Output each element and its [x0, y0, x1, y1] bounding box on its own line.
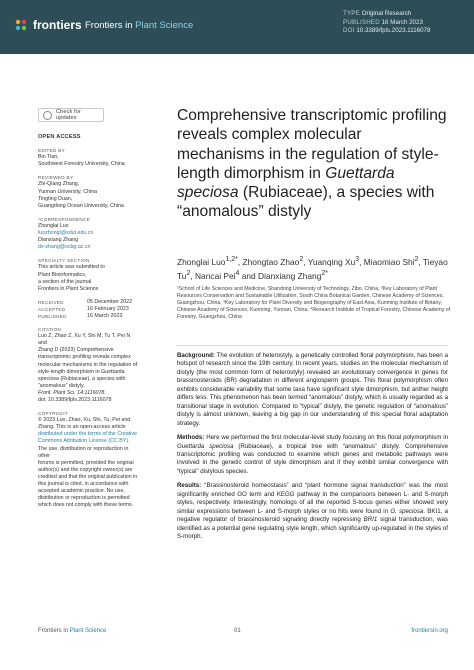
citation-label: CITATION [38, 327, 62, 333]
author-4[interactable]: , Miaomiao Shi [359, 256, 415, 267]
dates-block [38, 299, 138, 320]
citation-0: Luo Z, Zhao Z, Xu Y, Shi M, Tu T, Pei N and [38, 333, 131, 347]
meta-doi-val[interactable]: 10.3389/fpls.2023.1116078 [356, 27, 431, 35]
abstract [177, 352, 448, 548]
reviewed-by-3: Guangdong Ocean University, China [38, 202, 124, 209]
results-text-1: “Brassinosteroid homeostasis” and “plant hormone signal transduction” was the most significantly enriched GO term and KEGG pathway in the comparisons between L- and S-morph styles, respectively. Interestingly, homologs of all the reported S-locus genes either showed very similar expressions between L- and S-morph styles or no hits were found in [177, 482, 448, 515]
results-text-3: signal transduction, was identified as a potential gene regulating style length, which significantly up-regulated in the styles of S-morph. [177, 516, 448, 541]
citation-7: Front. Plant Sci. 14:1116078. [38, 389, 106, 396]
article-title [177, 106, 447, 222]
methods-text-1: Here we performed the first molecular-level study focusing on this floral polymorphism in [204, 434, 448, 442]
sidebar-info [38, 134, 138, 509]
edited-by-0: Bin Tian, [38, 154, 59, 161]
author-5-sup: 2 [186, 270, 191, 278]
footer-site-link[interactable]: frontiersin.org [411, 628, 448, 634]
correspondence-label: *CORRESPONDENCE [38, 216, 90, 222]
methods-species: Guettarda speciosa [177, 442, 234, 450]
received-val: 05 December 2022 [87, 298, 133, 305]
article-meta [343, 10, 430, 36]
corr-name-0: Zhonglai Luo [38, 222, 69, 229]
specialty-0: This article was submitted to [38, 264, 105, 271]
results-gene: BRI1 [363, 516, 378, 524]
meta-published-val: 16 March 2023 [381, 18, 423, 26]
citation-4: style-length dimorphism in Guettarda [38, 368, 125, 375]
footer-journal-prefix: Frontiers in [38, 628, 69, 634]
citation-5: speciosa (Rubiaceae), a species with [38, 375, 126, 382]
journal-name: Plant Science [135, 20, 194, 31]
corr-email-0[interactable]: luozhongl@sdut.edu.cn [38, 230, 94, 237]
reviewed-by-label: REVIEWED BY [38, 175, 74, 181]
journal-title[interactable] [85, 20, 193, 31]
author-1-sup: 1,2* [225, 256, 238, 263]
results-label: Results: [177, 482, 202, 490]
author-6[interactable]: , Nancai Pei [190, 271, 236, 282]
footer-journal[interactable] [38, 628, 106, 634]
author-list [177, 254, 452, 283]
section-divider [177, 345, 448, 346]
published-val: 16 March 2023 [87, 312, 123, 319]
copyright-2[interactable]: distributed under the terms of the Creative [38, 431, 137, 438]
author-1[interactable]: Zhonglai Luo [177, 256, 226, 267]
corr-email-1[interactable]: dx-zhang@scbg.ac.cn [38, 244, 91, 251]
copyright-7: credited and that the original publication in [38, 473, 138, 480]
background-label: Background: [177, 352, 215, 359]
abstract-methods [177, 434, 448, 476]
citation-2: transcriptomic profiling reveals complex [38, 354, 131, 361]
copyright-11: which does not comply with these terms. [38, 502, 134, 509]
specialty-label: SPECIALTY SECTION [38, 258, 90, 264]
frontiers-logo[interactable] [14, 18, 82, 32]
author-3[interactable]: , Yuanqing Xu [303, 256, 356, 267]
abstract-background [177, 352, 448, 428]
author-2[interactable]: , Zhongtao Zhao [237, 256, 300, 267]
journal-prefix: Frontiers in [85, 20, 133, 31]
abstract-results [177, 482, 448, 541]
frontiers-logo-icon [14, 18, 28, 32]
specialty-2: a section of the journal [38, 278, 92, 285]
citation-6: “anomalous” distyly. [38, 382, 85, 389]
author-7-sup: 2* [321, 270, 328, 278]
page-number: 01 [234, 628, 241, 634]
affiliations: ¹School of Life Sciences and Medicine, Shandong University of Technology, Zibo, China, ²Key Laboratory of Plant Resources Conservation and Sustainable Utilization, South China Botanical Garden, Chinese Academy of Sciences, Guangzhou, China, ³Key Laboratory for Plant Diversity and Biogeography of East Asia, Kunming Institute of Botany, Chinese Academy of Sciences, Kunming, Yunnan, China, ⁴Research Institute of Tropical Forestry, Chinese Academy of Forestry, Guangzhou, China [177, 286, 451, 320]
corr-name-1: Dianxiang Zhang [38, 237, 79, 244]
accepted-val: 16 February 2023 [87, 305, 129, 312]
brand-name: frontiers [33, 18, 82, 32]
copyright-8: this journal is cited, in accordance with [38, 481, 129, 488]
copyright-3[interactable]: Commons Attribution License (CC BY). [38, 438, 130, 445]
copyright-9: accepted academic practice. No use, [38, 488, 125, 495]
title-species: Guettarda speciosa [177, 164, 395, 202]
footer-journal-name: Plant Science [69, 628, 107, 634]
author-4-sup: 2 [414, 256, 419, 263]
reviewed-by-2: Tingting Duan, [38, 195, 73, 202]
page-footer [38, 628, 448, 642]
accepted-key: ACCEPTED [38, 306, 66, 312]
received-key: RECEIVED [38, 299, 64, 305]
reviewed-by-1: Yunnan University, China [38, 188, 98, 195]
meta-type-key: TYPE [343, 10, 360, 17]
methods-text-2: (Rubiaceae), a tropical tree with “anomalous” distyly. Comprehensive transcriptomic profiling was conducted to examine which genes and metabolic pathways were involved in the genetic control of style dimorphism and if they exhibit similar convergence with “typical” distylous species. [177, 442, 448, 475]
results-text-2: . BKI1, a negative regulator of brassinosteroid signaling directly repressing [177, 507, 448, 524]
reviewed-by-0: Zhi-Qiang Zhang, [38, 181, 80, 188]
specialty-3: Frontiers in Plant Science [38, 285, 99, 292]
copyright-6: author(s) and the copyright owner(s) are [38, 466, 133, 473]
copyright-label: COPYRIGHT [38, 411, 69, 417]
check-updates-label: Check for updates [56, 109, 81, 121]
citation-3: molecular mechanisms in the regulation of [38, 361, 138, 368]
copyright-10: distribution or reproduction is permitted [38, 495, 130, 502]
background-text: The evolution of heterostyly, a genetically controlled floral polymorphism, has been a hotspot of research since the 19th century. In recent years, studies on the molecular mechanism of distyly (the most common form of heterostyly) revealed an evolutionary convergence in genes for brassinosteroids (BR) degradation in different angiosperm groups. This floral polymorphism often exhibits considerable variability that some taxa have significant style dimorphism, but anther height differs less. This phenomenon has been termed “anomalous” distyly, which is usually regarded as a transitional stage in evolution. Compared to “typical” distyly, the genetic regulation of “anomalous” distyly is almost unknown, leaving a big gap in our understanding of this special floral adaptation strategy. [177, 352, 448, 427]
refresh-icon [43, 111, 52, 120]
edited-by-label: EDITED BY [38, 148, 65, 154]
title-part-1: Comprehensive transcriptomic profiling reveals complex molecular mechanisms in the regulation of style-length dimorphism in [177, 107, 447, 182]
published-key: PUBLISHED [38, 313, 67, 319]
open-access-label: OPEN ACCESS [38, 134, 81, 140]
specialty-1: Plant Bioinformatics, [38, 271, 87, 278]
edited-by-1: Southwest Forestry University, China [38, 161, 125, 168]
citation-1: Zhang D (2023) Comprehensive [38, 347, 114, 354]
copyright-1: Zhang. This is an open-access article [38, 424, 126, 431]
results-species: G. speciosa [390, 507, 424, 515]
title-part-2: (Rubiaceae), a species with “anomalous” distyly [177, 184, 435, 221]
copyright-4: The use, distribution or reproduction in other [38, 445, 129, 459]
methods-label: Methods: [177, 434, 205, 442]
meta-type-val: Original Research [361, 10, 412, 17]
author-2-sup: 2 [299, 256, 304, 263]
meta-published-key: PUBLISHED [343, 18, 380, 26]
author-7[interactable]: and Dianxiang Zhang [239, 271, 322, 282]
author-6-sup: 4 [235, 270, 240, 278]
copyright-0: © 2023 Luo, Zhao, Xu, Shi, Tu, Pei and [38, 417, 131, 424]
copyright-5: forums is permitted, provided the original [38, 459, 134, 466]
author-3-sup: 3 [355, 256, 360, 263]
citation-8[interactable]: doi: 10.3389/fpls.2023.1116078 [38, 397, 112, 403]
meta-doi-key: DOI [343, 27, 355, 35]
author-5[interactable]: , Tieyao Tu [177, 256, 448, 282]
check-updates-button[interactable] [38, 108, 104, 122]
